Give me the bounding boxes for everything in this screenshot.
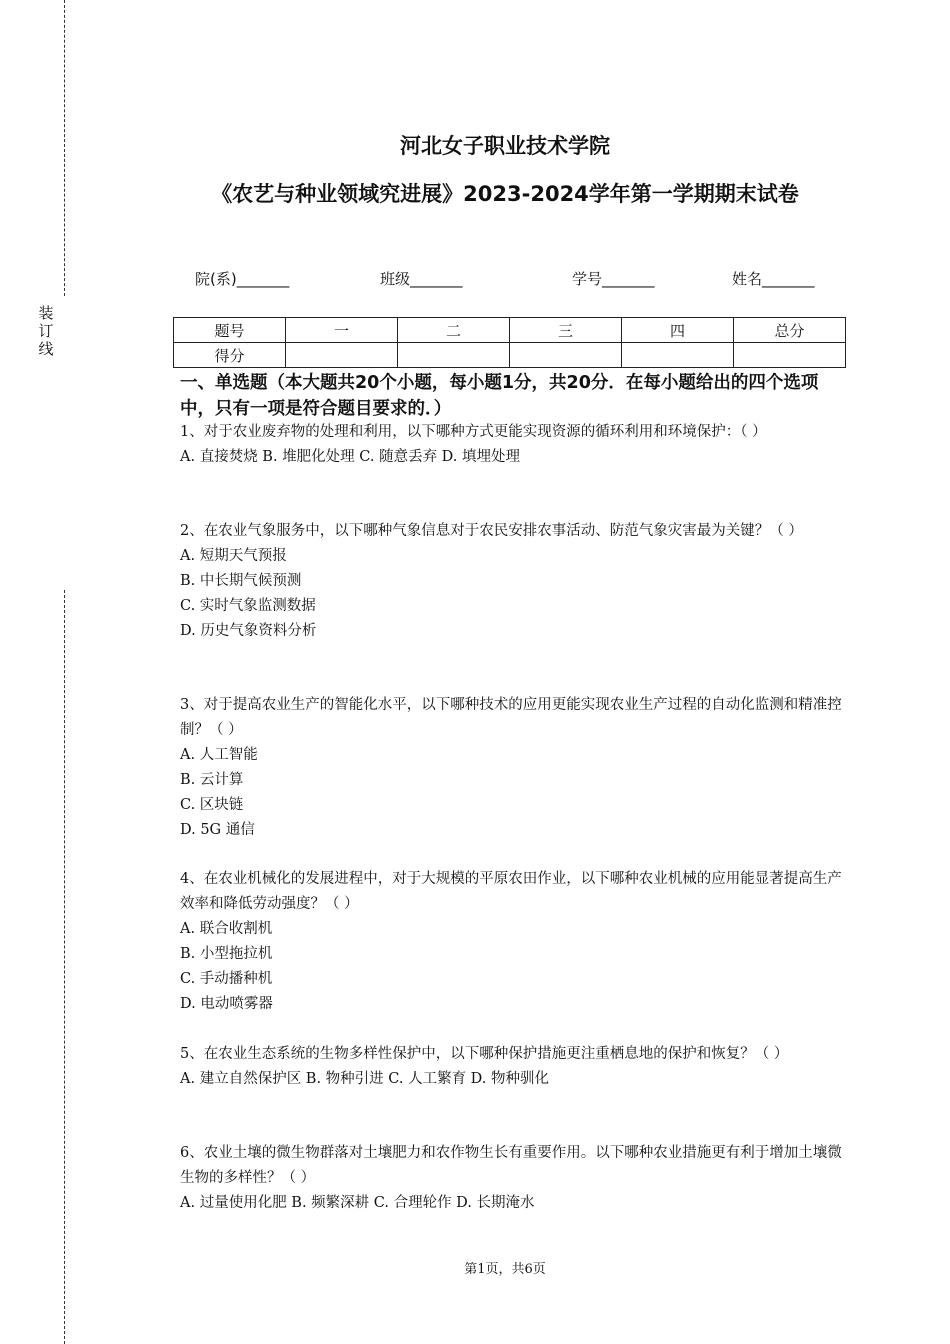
- question-text: 2、在农业气象服务中，以下哪种气象信息对于农民安排农事活动、防范气象灾害最为关键？（ ）: [180, 523, 803, 539]
- question-text: 4、在农业机械化的发展进程中，对于大规模的平原农田作业，以下哪种农业机械的应用能显著提高生产效率和降低劳动强度？（ ）: [180, 871, 842, 912]
- section-one-title: 一、单选题（本大题共20个小题，每小题1分，共20分．在每小题给出的四个选项中，只有一项是符合题目要求的．）: [180, 373, 819, 419]
- option-c: C. 区块链: [180, 797, 244, 813]
- question-text: 5、在农业生态系统的生物多样性保护中，以下哪种保护措施更注重栖息地的保护和恢复？（ ）: [180, 1046, 789, 1062]
- score-cell[interactable]: [398, 343, 510, 368]
- option-a: A. 人工智能: [180, 747, 258, 763]
- question-4: [180, 867, 852, 1017]
- score-cell[interactable]: [734, 343, 846, 368]
- department-field[interactable]: 院(系)_______: [195, 270, 290, 288]
- option-c: C. 实时气象监测数据: [180, 598, 316, 614]
- question-2: [180, 519, 852, 644]
- class-field[interactable]: 班级_______: [380, 270, 463, 288]
- score-cell[interactable]: [286, 343, 398, 368]
- option-a: A. 短期天气预报: [180, 548, 287, 564]
- option-d: D. 电动喷雾器: [180, 996, 273, 1012]
- page-footer: 第1页，共6页: [464, 1262, 546, 1277]
- score-table-score-row: [174, 343, 846, 368]
- question-1: [180, 420, 852, 470]
- score-cell[interactable]: [510, 343, 622, 368]
- question-3: [180, 693, 852, 843]
- option-b: B. 云计算: [180, 772, 244, 788]
- student-id-field[interactable]: 学号_______: [572, 270, 655, 288]
- score-table: [173, 317, 846, 368]
- table-cell: 总分: [734, 318, 846, 343]
- option-b: B. 中长期气候预测: [180, 573, 302, 589]
- question-options: A. 建立自然保护区 B. 物种引进 C. 人工繁育 D. 物种驯化: [180, 1071, 550, 1087]
- score-table-header-row: [174, 318, 846, 343]
- table-cell: 二: [398, 318, 510, 343]
- table-cell: 得分: [174, 343, 286, 368]
- table-cell: 一: [286, 318, 398, 343]
- score-cell[interactable]: [622, 343, 734, 368]
- exam-title: 《农艺与种业领域究进展》2023-2024学年第一学期期末试卷: [211, 182, 799, 206]
- option-a: A. 联合收割机: [180, 921, 273, 937]
- question-6: [180, 1141, 852, 1216]
- question-5: [180, 1042, 852, 1092]
- binding-label: 装订线: [38, 304, 54, 358]
- table-cell: 题号: [174, 318, 286, 343]
- binding-line-bottom: [64, 590, 65, 1344]
- student-info-row: [0, 268, 950, 292]
- question-options: A. 过量使用化肥 B. 频繁深耕 C. 合理轮作 D. 长期淹水: [180, 1195, 535, 1211]
- school-name: 河北女子职业技术学院: [400, 134, 610, 158]
- option-c: C. 手动播种机: [180, 971, 273, 987]
- option-b: B. 小型拖拉机: [180, 946, 273, 962]
- table-cell: 三: [510, 318, 622, 343]
- option-d: D. 历史气象资料分析: [180, 623, 317, 639]
- question-text: 3、对于提高农业生产的智能化水平，以下哪种技术的应用更能实现农业生产过程的自动化监测和精准控制？（ ）: [180, 697, 842, 738]
- name-field[interactable]: 姓名_______: [732, 270, 815, 288]
- table-cell: 四: [622, 318, 734, 343]
- option-d: D. 5G 通信: [180, 822, 255, 838]
- question-options: A. 直接焚烧 B. 堆肥化处理 C. 随意丢弃 D. 填埋处理: [180, 449, 521, 465]
- question-text: 1、对于农业废弃物的处理和利用，以下哪种方式更能实现资源的循环利用和环境保护：（ ）: [180, 424, 767, 440]
- question-text: 6、农业土壤的微生物群落对土壤肥力和农作物生长有重要作用。以下哪种农业措施更有利于增加土壤微生物的多样性？（ ）: [180, 1145, 842, 1186]
